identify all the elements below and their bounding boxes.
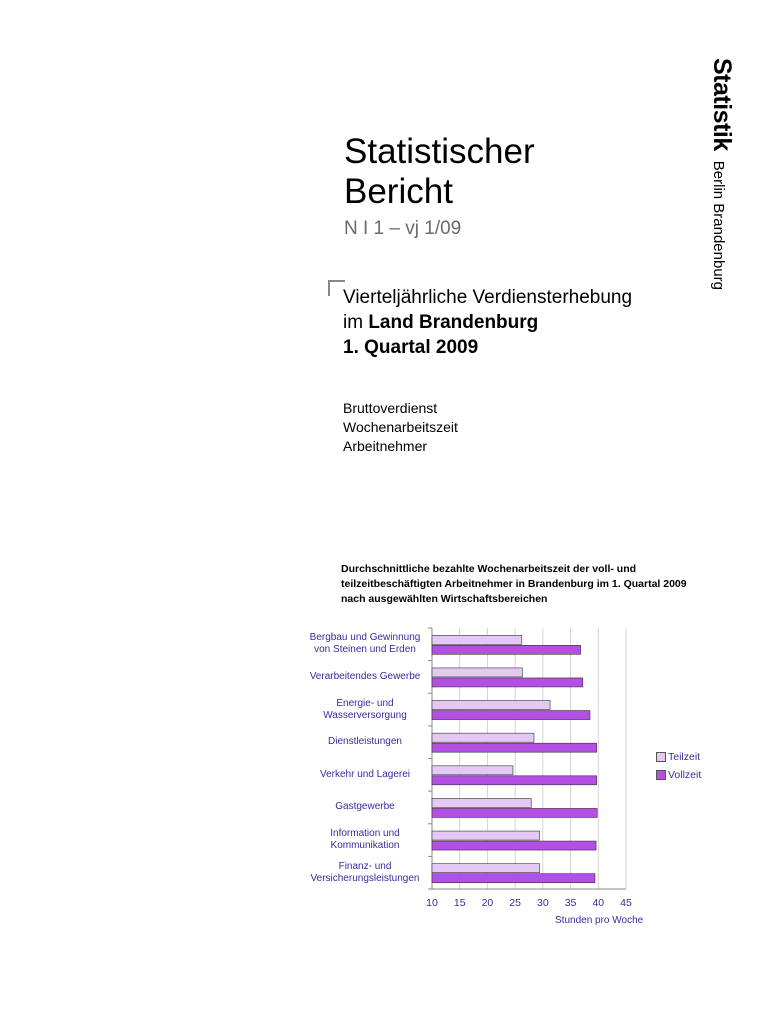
bar-teilzeit xyxy=(432,831,540,840)
bar-teilzeit xyxy=(432,635,522,644)
category-label xyxy=(306,632,424,656)
keyword-item: Wochenarbeitszeit xyxy=(343,419,458,435)
bar-teilzeit xyxy=(432,733,534,742)
category-label-line: Information und xyxy=(330,828,400,840)
category-label-line: Wasserversorgung xyxy=(323,709,407,721)
category-label xyxy=(306,801,424,813)
chart-title: Durchschnittliche bezahlte Wochenarbeitszeit der voll- und teilzeitbeschäftigten Arbeitnehmer in Brandenburg im 1. Quartal 2009 nach ausgewählten Wirtschaftsbereichen xyxy=(341,563,687,605)
report-code: N I 1 – vj 1/09 xyxy=(344,218,462,239)
category-label-line: Verarbeitendes Gewerbe xyxy=(309,670,421,682)
x-tick-label: 15 xyxy=(453,897,466,909)
legend-swatch-vollzeit xyxy=(656,770,666,780)
category-label-line: von Steinen und Erden xyxy=(314,644,416,656)
bar-vollzeit xyxy=(432,711,590,720)
subtitle-period: 1. Quartal 2009 xyxy=(343,337,479,358)
subtitle-region: Land Brandenburg xyxy=(368,312,539,333)
subtitle-line-1: Vierteljährliche Verdiensterhebung xyxy=(343,287,633,308)
legend-label-teilzeit: Teilzeit xyxy=(668,751,701,763)
bar-vollzeit xyxy=(432,808,597,817)
category-label xyxy=(306,698,424,722)
bar-vollzeit xyxy=(432,776,597,785)
x-tick-label: 10 xyxy=(426,897,438,909)
category-label-line: Verkehr und Lagerei xyxy=(319,768,411,780)
category-label-line: Finanz- und xyxy=(338,860,392,872)
category-label-line: Kommunikation xyxy=(330,840,400,852)
category-label xyxy=(306,769,424,781)
category-label-line: Versicherungsleistungen xyxy=(310,872,420,884)
keyword-item: Arbeitnehmer xyxy=(343,438,428,454)
category-label xyxy=(306,671,424,683)
bar-vollzeit xyxy=(432,645,581,654)
x-axis-label: Stunden pro Woche xyxy=(555,915,644,926)
category-label xyxy=(306,861,424,885)
category-label xyxy=(306,828,424,852)
bar-teilzeit xyxy=(432,701,550,710)
bar-vollzeit xyxy=(432,874,595,883)
bar-vollzeit xyxy=(432,841,596,850)
chart-legend xyxy=(656,748,701,784)
title-line-2: Bericht xyxy=(344,172,453,211)
brand-region: Berlin Brandenburg xyxy=(710,160,727,291)
x-tick-label: 40 xyxy=(592,897,605,909)
keyword-item: Bruttoverdienst xyxy=(343,400,438,416)
subtitle-prefix: im xyxy=(343,312,369,333)
x-tick-label: 20 xyxy=(481,897,494,909)
category-label-line: Gastgewerbe xyxy=(335,801,395,813)
category-label-line: Dienstleistungen xyxy=(328,736,402,748)
bar-teilzeit xyxy=(432,668,522,677)
x-tick-label: 45 xyxy=(620,897,632,909)
x-tick-label: 25 xyxy=(509,897,521,909)
brand-statistik: Statistik xyxy=(708,58,736,151)
category-label-line: Energie- und xyxy=(336,697,394,709)
legend-label-vollzeit: Vollzeit xyxy=(668,769,702,781)
legend-swatch-teilzeit xyxy=(656,752,666,762)
title-line-1: Statistischer xyxy=(344,132,535,171)
legend-teilzeit xyxy=(656,748,701,766)
x-tick-label: 30 xyxy=(537,897,549,909)
bar-teilzeit xyxy=(432,766,513,775)
x-tick-label: 35 xyxy=(564,897,577,909)
bar-teilzeit xyxy=(432,798,531,807)
bar-vollzeit xyxy=(432,743,597,752)
bar-teilzeit xyxy=(432,864,540,873)
category-label-line: Bergbau und Gewinnung xyxy=(309,632,421,644)
bar-vollzeit xyxy=(432,678,583,687)
category-label xyxy=(306,736,424,748)
legend-vollzeit xyxy=(656,766,701,784)
